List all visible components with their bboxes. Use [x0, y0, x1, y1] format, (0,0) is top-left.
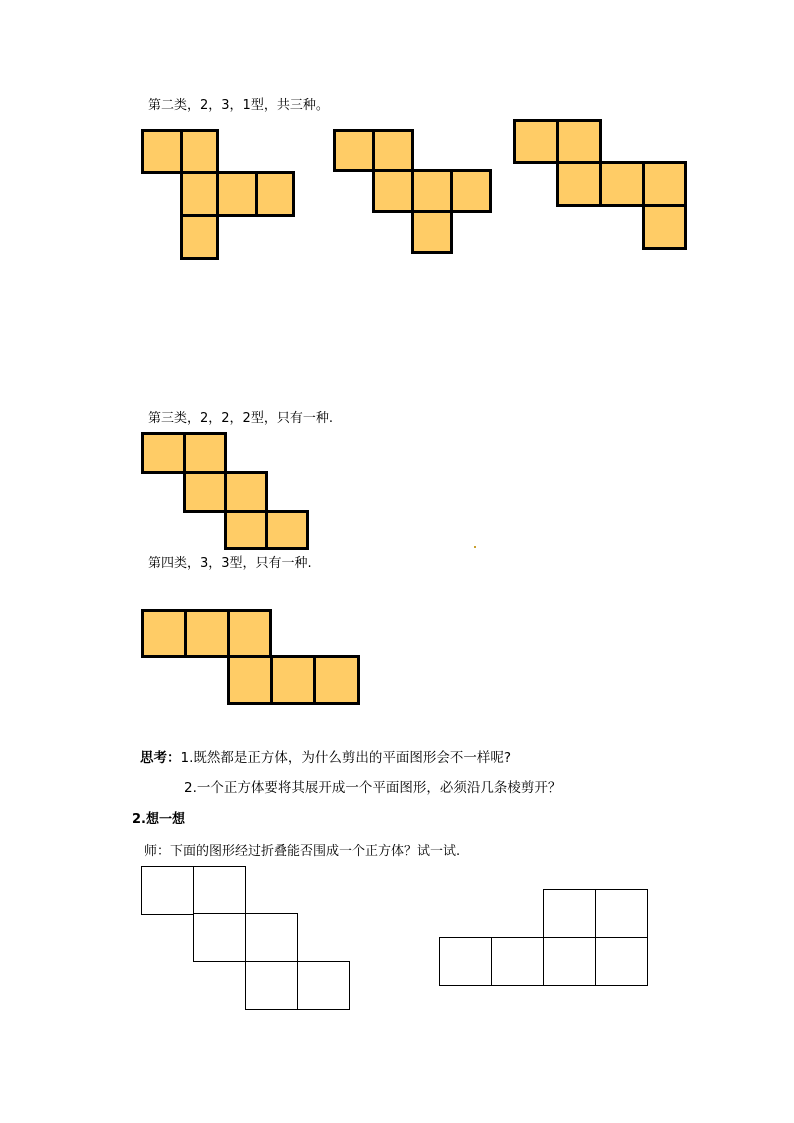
- net-cell: [556, 119, 602, 164]
- section2-prompt: 师：下面的图形经过折叠能否围成一个正方体？试一试.: [144, 844, 461, 859]
- net-cell: [141, 866, 194, 915]
- net-cell: [183, 471, 227, 513]
- net-cell: [556, 161, 602, 207]
- net-cell: [450, 169, 492, 213]
- net-cell: [193, 866, 246, 915]
- stray-dot: [474, 546, 476, 548]
- net-cell: [245, 961, 298, 1010]
- net-cell: [372, 169, 414, 213]
- think-label: 思考：: [140, 750, 181, 766]
- net-cell: [439, 937, 492, 986]
- net-cell: [595, 889, 648, 938]
- net-cell: [297, 961, 350, 1010]
- net-cell: [642, 161, 687, 207]
- net-cell: [543, 889, 596, 938]
- net-cell: [491, 937, 544, 986]
- net-cell: [245, 913, 298, 962]
- net-cell: [513, 119, 559, 164]
- section2-title: 2.想一想: [132, 812, 185, 827]
- net-cell: [141, 432, 186, 474]
- net-cell: [216, 171, 258, 217]
- net-cell: [180, 129, 219, 174]
- net-cell: [411, 169, 453, 213]
- net-cell: [227, 655, 273, 705]
- net-cell: [313, 655, 360, 705]
- think-q1: 1.既然都是正方体，为什么剪出的平面图形会不一样呢?: [180, 750, 512, 766]
- net-cell: [333, 129, 375, 172]
- type4-heading: 第四类，3，3型，只有一种.: [148, 556, 312, 571]
- net-cell: [372, 129, 414, 172]
- net-cell: [183, 432, 227, 474]
- net-cell: [193, 913, 246, 962]
- type2-heading: 第二类，2，3，1型，共三种。: [148, 98, 329, 113]
- net-cell: [184, 609, 230, 658]
- net-cell: [224, 471, 268, 513]
- type3-heading: 第三类，2，2，2型，只有一种.: [148, 411, 333, 426]
- net-cell: [543, 937, 596, 986]
- net-cell: [642, 204, 687, 250]
- think-q1-line: [140, 750, 511, 766]
- net-cell: [255, 171, 295, 217]
- net-cell: [141, 129, 183, 174]
- net-cell: [265, 510, 309, 550]
- net-cell: [227, 609, 272, 658]
- net-cell: [595, 937, 648, 986]
- net-cell: [180, 171, 219, 217]
- net-cell: [599, 161, 645, 207]
- net-cell: [180, 214, 219, 260]
- net-cell: [411, 210, 453, 254]
- net-cell: [270, 655, 316, 705]
- think-q2: 2.一个正方体要将其展开成一个平面图形，必须沿几条棱剪开？: [184, 780, 562, 796]
- net-cell: [141, 609, 187, 658]
- net-cell: [224, 510, 268, 550]
